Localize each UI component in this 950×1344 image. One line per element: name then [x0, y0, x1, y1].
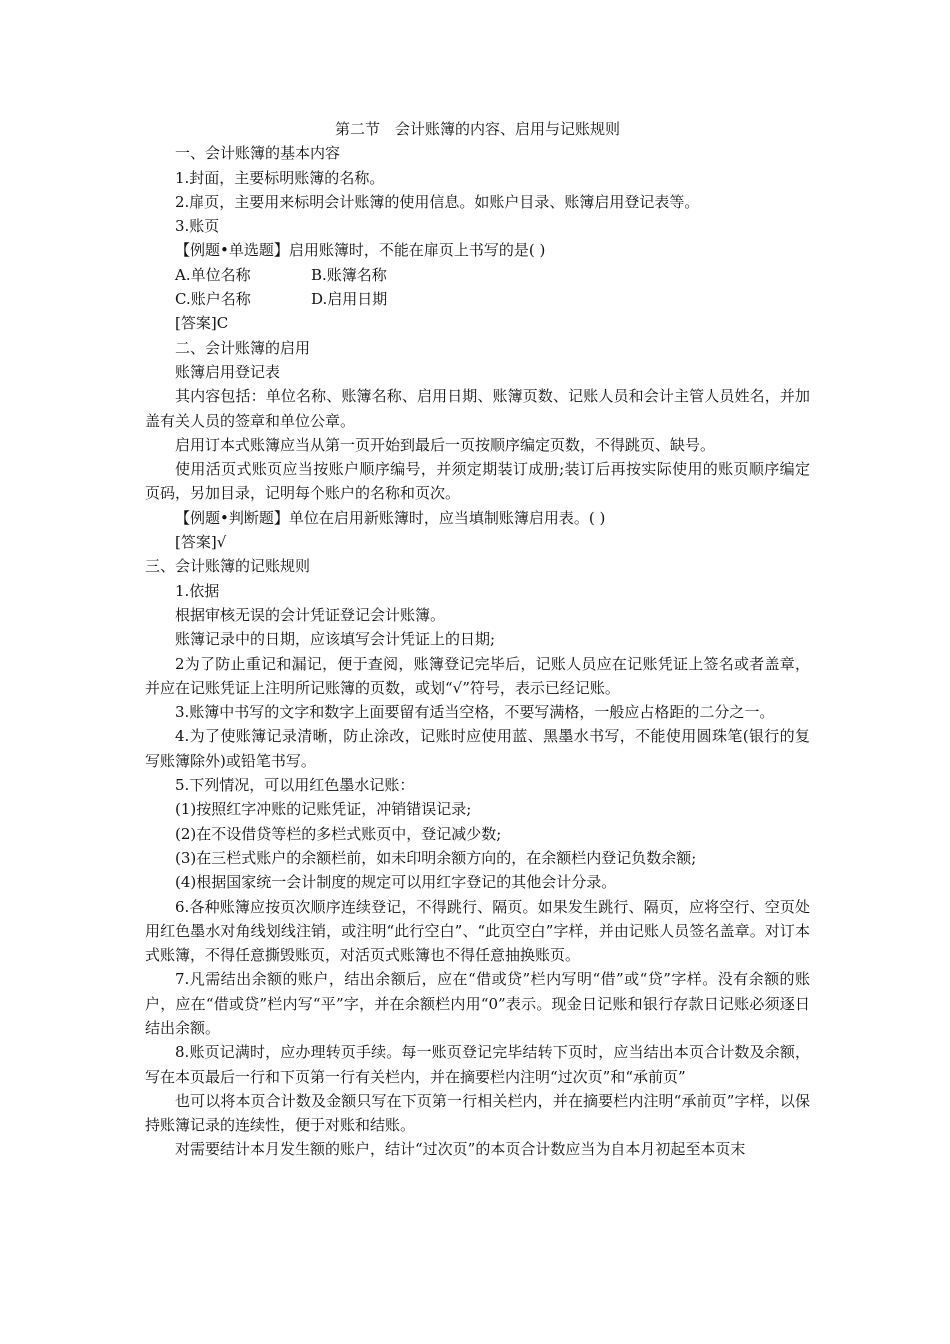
example-question: 【例题•单选题】启用账簿时，不能在扉页上书写的是( ): [175, 241, 546, 260]
paragraph: 账簿启用登记表: [175, 362, 281, 381]
option-c: C.账户名称: [175, 290, 251, 309]
paragraph: 根据审核无误的会计凭证登记会计账簿。: [175, 605, 446, 624]
paragraph: 7.凡需结出余额的账户，结出余额后，应在“借或贷”栏内写明“借”或“贷”字样。没有余额的账户，应在“借或贷”栏内写“平”字，并在余额栏内用“0”表示。现金日记账和银行存款日记账必须逐日结出余额。: [145, 970, 810, 1037]
paragraph: (3)在三栏式账户的余额栏前，如未印明余额方向的，在余额栏内登记负数余额;: [175, 848, 697, 867]
heading-enable: 二、会计账簿的启用: [175, 338, 311, 357]
paragraph: 5.下列情况，可以用红色墨水记账：: [175, 776, 415, 795]
option-row: [145, 263, 810, 287]
answer: [答案]C: [175, 314, 229, 333]
paragraph: 3.账簿中书写的文字和数字上面要留有适当空格，不要写满格，一般应占格距的二分之一。: [175, 703, 775, 722]
option-b: B.账簿名称: [311, 265, 387, 284]
example-question: 【例题•判断题】单位在启用新账簿时，应当填制账簿启用表。( ): [175, 508, 606, 527]
paragraph: (2)在不设借贷等栏的多栏式账页中，登记减少数;: [175, 824, 502, 843]
paragraph: 6.各种账簿应按页次顺序连续登记，不得跳行、隔页。如果发生跳行、隔页，应将空行、空页处用红色墨水对角线划线注销，或注明“此行空白”、“此页空白”字样，并由记账人员签名盖章。对订本式账簿，不得任意撕毁账页，对活页式账簿也不得任意抽换账页。: [145, 897, 810, 965]
paragraph: 启用订本式账簿应当从第一页开始到最后一页按顺序编定页数，不得跳页、缺号。: [175, 435, 716, 454]
option-a: A.单位名称: [175, 265, 251, 284]
paragraph: 2为了防止重记和漏记，便于查阅，账簿登记完毕后，记账人员应在记账凭证上签名或者盖章，并应在记账凭证上注明所记账簿的页数，或划“√”符号，表示已经记账。: [145, 654, 810, 697]
paragraph: 1.依据: [175, 581, 220, 600]
paragraph: 账簿记录中的日期，应该填写会计凭证上的日期;: [175, 630, 496, 649]
paragraph: 2.扉页，主要用来标明会计账簿的使用信息。如账户目录、账簿启用登记表等。: [175, 192, 700, 211]
paragraph: 3.账页: [175, 217, 220, 236]
option-row: [145, 287, 810, 311]
section-title: 第二节 会计账簿的内容、启用与记账规则: [334, 120, 620, 138]
heading-rules: 三、会计账簿的记账规则: [145, 557, 311, 576]
option-d: D.启用日期: [311, 290, 388, 309]
document-page: [145, 117, 810, 1162]
answer: [答案]√: [175, 533, 227, 552]
paragraph: 1.封面，主要标明账簿的名称。: [175, 168, 385, 187]
paragraph: 对需要结计本月发生额的账户，结计“过次页”的本页合计数应当为自本月初起至本页末: [175, 1140, 746, 1159]
paragraph: 也可以将本页合计数及金额只写在下页第一行相关栏内，并在摘要栏内注明“承前页”字样，以保持账簿记录的连续性，便于对账和结账。: [145, 1091, 810, 1135]
paragraph: 其内容包括：单位名称、账簿名称、启用日期、账簿页数、记账人员和会计主管人员姓名，并加盖有关人员的签章和单位公章。: [145, 387, 810, 430]
heading-basic-content: 一、会计账簿的基本内容: [175, 144, 341, 163]
paragraph: 8.账页记满时，应办理转页手续。每一账页登记完毕结转下页时，应当结出本页合计数及余额，写在本页最后一行和下页第一行有关栏内，并在摘要栏内注明“过次页”和“承前页”: [145, 1043, 810, 1086]
paragraph: (4)根据国家统一会计制度的规定可以用红字登记的其他会计分录。: [175, 873, 617, 892]
paragraph: (1)按照红字冲账的记账凭证，冲销错误记录;: [175, 800, 472, 819]
paragraph: 4.为了使账簿记录清晰，防止涂改，记账时应使用蓝、黑墨水书写，不能使用圆珠笔(银行的复写账簿除外)或铅笔书写。: [145, 727, 810, 770]
paragraph: 使用活页式账页应当按账户顺序编号，并须定期装订成册;装订后再按实际使用的账页顺序编定页码，另加目录，记明每个账户的名称和页次。: [145, 460, 810, 503]
